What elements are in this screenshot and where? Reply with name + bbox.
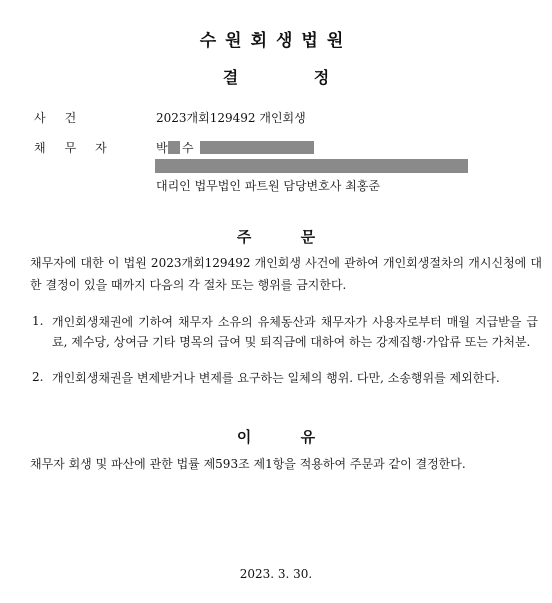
list-item-number: 2. [32, 370, 44, 384]
redaction-box [200, 141, 314, 154]
debtor-name-last: 수 [182, 141, 194, 155]
redaction-box [155, 159, 468, 173]
redaction-box [168, 141, 180, 154]
order-heading: 주 문 [236, 228, 316, 246]
court-name: 수원회생법원 [199, 31, 353, 51]
list-item-number: 1. [32, 314, 44, 328]
debtor-label: 채무자 [34, 141, 126, 155]
list-item-text: 개인회생채권에 기하여 채무자 소유의 유체동산과 채무자가 사용자로부터 매월 지급받을 급료, 제수당, 상여금 기타 명목의 급여 및 퇴직금에 대하여 하는 강제집행·가압류 또는 가처분. [52, 315, 538, 349]
case-label: 사건 [34, 111, 96, 125]
agent-line: 대리인 법무법인 파트원 담당변호사 최홍준 [156, 179, 380, 193]
decision-date: 2023. 3. 30. [239, 567, 313, 581]
list-item-text: 개인회생채권을 변제받거나 변제를 요구하는 일체의 행위. 다만, 소송행위를 제외한다. [52, 371, 500, 385]
case-value: 2023개회129492 개인회생 [156, 111, 306, 125]
document-title: 결 정 [222, 68, 330, 87]
debtor-name-first: 박 [156, 141, 168, 155]
reason-paragraph: 채무자 회생 및 파산에 관한 법률 제593조 제1항을 적용하여 주문과 같이 결정한다. [30, 457, 466, 471]
reason-heading: 이 유 [236, 428, 316, 446]
order-paragraph: 채무자에 대한 이 법원 2023개회129492 개인회생 사건에 관하여 개인회생절차의 개시신청에 대한 결정이 있을 때까지 다음의 각 절차 또는 행위를 금지한다. [30, 256, 542, 292]
